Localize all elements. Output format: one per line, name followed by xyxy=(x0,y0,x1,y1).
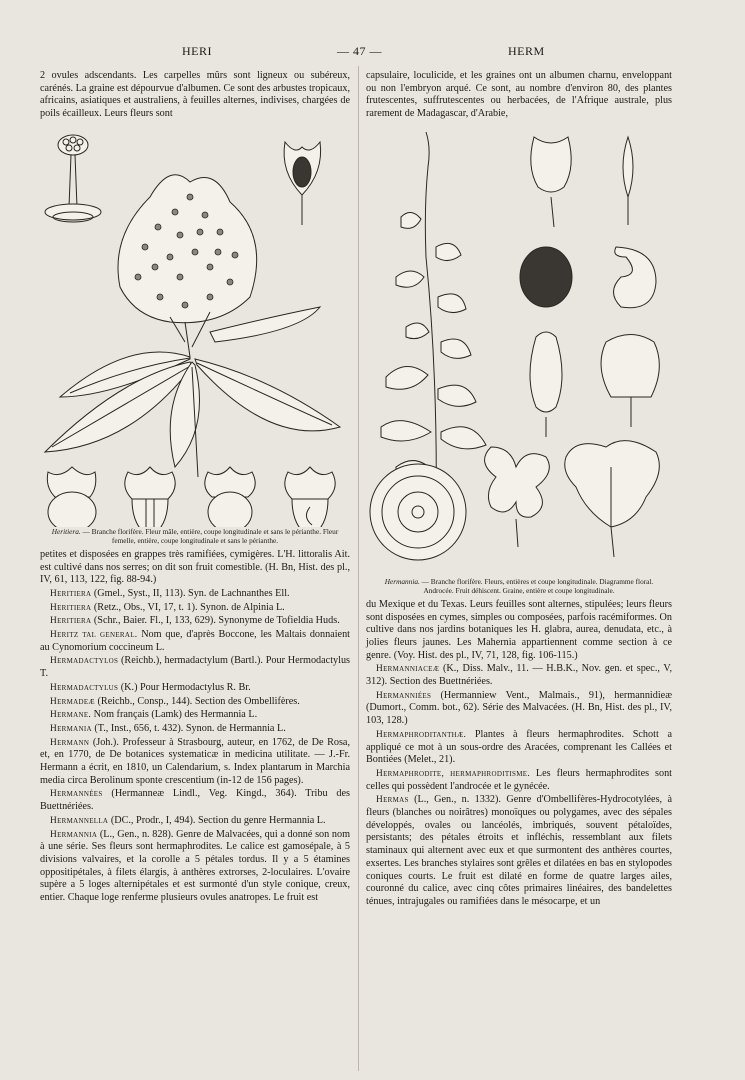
hermannia-illustration xyxy=(366,127,672,577)
male-flower-drawing xyxy=(45,135,101,222)
entry-text: (Schr., Baier. Fl., I, 133, 629). Synonyme de Tofieldia Huds. xyxy=(93,615,340,627)
entry-headword: Hermas xyxy=(376,795,409,806)
right-intro-text: capsulaire, loculicide, et les graines ont un albumen charnu, enveloppant ou non l'embryon arqué. Ce sont, au nombre d'environ 80, des plantes frutescentes, suffrutescentes ou herbacées, de l'Afrique australe, plus rarement de Madagascar, d'Arabie, xyxy=(366,70,672,120)
entry-headword: Hermanniaceæ xyxy=(376,664,440,675)
entry-text: (DC., Prodr., I, 494). Section du genre Hermannia L. xyxy=(110,814,326,826)
heritiera-caption xyxy=(40,527,350,545)
flower-details-grid xyxy=(520,137,659,437)
dictionary-entry xyxy=(40,815,350,828)
dictionary-entry xyxy=(40,629,350,654)
dictionary-entry xyxy=(40,788,350,813)
left-continuation-text: petites et disposées en grappes très ramifiées, cymigères. L'H. littoralis Ait. est cultivé dans nos serres; on dit son fruit comestible. (H. Bn, Hist. des pl., IV, 61, 113, 122, fig. 88-94.) xyxy=(40,548,350,586)
right-entries-list xyxy=(366,663,672,908)
entry-text: (L., Gen., n. 1332). Genre d'Ombellifères-Hydrocotylées, à fleurs (blanches ou noirâtres) monoïques ou polygames, avec des sépales développés, ovales ou lancéolés, imbriqués, souvent pétaloïdes, persistants; des pétales étroits et infléchis, ressemblant aux filets staminaux qui alternent avec eux et que surmontent des anthères courtes, exsertes. Les branches stylaires sont grêles et dilatées en bas en stylopodes coniques courts. Le fruit est dilaté en forme de quatre larges ailes, couronné du calice, avec cinq côtes primaires linéaires, des bandelettes ténues, intrajugales ou ramifiées dans le mésocarpe, et un xyxy=(366,794,672,907)
entry-headword: Hermannella xyxy=(50,815,109,826)
dictionary-entry xyxy=(366,768,672,793)
entry-text: Nom que, d'après Boccone, les Maltais donnaient au Cynomorium coccineum L. xyxy=(40,629,350,653)
entry-headword: Hermadeæ xyxy=(50,696,95,707)
entry-text: (Joh.). Professeur à Strasbourg, auteur, en 1762, de De Rosa, et, en 1770, de De botanices systematicæ in medicina utilitate. — J.-Fr. Hermann a écrit, en 1810, un Calendarium, s. Index plantarum in Marchia media circa Berolinum sponte crescentium (in-12 de 156 pages). xyxy=(40,736,351,786)
dictionary-entry xyxy=(366,663,672,688)
entry-text: (T., Inst., 656, t. 432). Synon. de Hermannia L. xyxy=(94,722,286,734)
entry-headword: Heritiera xyxy=(50,616,92,627)
entry-text: Les fleurs hermaphrodites sont celles qui possèdent l'androcée et le gynécée. xyxy=(366,767,672,792)
dictionary-entry xyxy=(40,696,350,709)
entry-text: (Gmel., Syst., II, 113). Syn. de Lachnanthes Ell. xyxy=(93,587,290,599)
heritiera-figure xyxy=(40,127,350,545)
entry-text: (Hermanneæ Lindl., Veg. Kingd., 364). Tribu des Buettnériées. xyxy=(40,788,351,813)
entry-headword: Heritz tal general. xyxy=(50,630,138,641)
floral-diagram-row xyxy=(370,440,659,559)
dictionary-entry xyxy=(40,682,350,695)
hermannia-figure xyxy=(366,127,672,595)
dictionary-entry xyxy=(40,655,350,680)
entry-text: (Reichb.), hermadactylum (Bartl.). Pour Hermodactylus T. xyxy=(40,655,351,680)
entry-text: Plantes à fleurs hermaphrodites. Schott a appliqué ce mot à un sous-ordre des Aracées, comprenant les Callées et Bontiées (Melet., 21). xyxy=(366,728,672,766)
flower-details-row xyxy=(47,467,335,527)
running-head-left: HERI xyxy=(182,44,212,58)
running-head-right: HERM xyxy=(508,44,545,58)
entry-text: Nom français (Lamk) des Hermannia L. xyxy=(93,709,258,721)
entry-headword: Heritiera xyxy=(50,588,92,599)
dictionary-entry xyxy=(366,690,672,728)
entry-headword: Hermannées xyxy=(50,789,103,800)
flowering-branch-drawing xyxy=(381,132,486,517)
dictionary-entry xyxy=(40,737,350,788)
dictionary-entry xyxy=(40,615,350,628)
hermannia-caption-text: — Branche florifère. Fleurs, entières et coupe longitudinale. Diagramme floral. Androcée. Fruit déhiscent. Graine, entière et coupe longitudinale. xyxy=(421,576,654,595)
entry-headword: Hermadactylus xyxy=(50,682,119,693)
entry-headword: Hermania xyxy=(50,723,92,734)
dictionary-entry xyxy=(366,729,672,767)
entry-text: (Retz., Obs., VI, 17, t. 1). Synon. de Alpinia L. xyxy=(93,601,285,613)
right-continuation-text: du Mexique et du Texas. Leurs feuilles sont alternes, stipulées; leurs fleurs sont disposées en cymes, simples ou composées, parfois racémiformes. On cultive dans nos jardins botaniques les H. glabra, aurea, denudata, etc., à jolies fleurs jaunes. Les Mahernia appartiennent comme section à ce genre. (Voy. Hist. des pl., IV, 71, 128, fig. 106-115.) xyxy=(366,598,672,661)
heritiera-caption-text: — Branche florifère. Fleur mâle, entière, coupe longitudinale et sans le périanthe. Fleur femelle, entière, coupe longitudinale et sans le périanthe. xyxy=(82,526,339,545)
entry-headword: Hermaphroditanthæ. xyxy=(376,729,467,740)
column-divider xyxy=(358,66,359,1071)
left-intro-text: 2 ovules adscendants. Les carpelles mûrs sont ligneux ou subéreux, carénés. La graine est dépourvue d'albumen. Ce sont des arbustes tropicaux, africains, asiatiques et australiens, à feuilles alternes, indivises, chargées de poils écailleux. Leurs fleurs sont xyxy=(40,70,350,120)
dictionary-entry xyxy=(40,709,350,722)
entry-headword: Hermadactylos xyxy=(50,656,119,667)
entry-headword: Hermaphrodite, hermaphroditisme. xyxy=(376,768,530,779)
dictionary-entry xyxy=(40,829,350,905)
entry-headword: Heritiera xyxy=(50,602,92,613)
entry-headword: Hermane. xyxy=(50,710,92,721)
heritiera-illustration xyxy=(40,127,350,527)
hermannia-caption-title: Hermannia. xyxy=(384,576,420,586)
entry-text: (K.) Pour Hermodactylus R. Br. xyxy=(120,681,251,693)
dictionary-entry xyxy=(40,588,350,601)
dictionary-entry xyxy=(40,602,350,615)
page-header xyxy=(0,44,745,62)
entry-headword: Hermann xyxy=(50,737,90,748)
dictionary-entry xyxy=(40,723,350,736)
heritiera-caption-title: Heritiera. xyxy=(51,526,81,536)
left-entries-list xyxy=(40,588,350,905)
right-column xyxy=(366,70,672,910)
entry-text: (L., Gen., n. 828). Genre de Malvacées, qui a donné son nom à une série. Ses fleurs sont hermaphrodites. Le calice est gamosépale, à 5 divisions valvaires, et la corolle a 5 pétales tordus. Il y a 5 étamines oppositipétales, à filets élargis, à anthères extrorses, 2-loculaires. L'ovaire supère a 5 loges alternipétales et est surmonté d'un style conique, creux, entier. Chaque loge renferme plusieurs ovules anatropes. Le fruit est xyxy=(40,828,350,904)
entry-headword: Hermannia xyxy=(50,829,98,840)
entry-text: (K., Diss. Malv., 11. — H.B.K., Nov. gen. et spec., V, 312). Section des Buettnériées. xyxy=(366,663,673,688)
page-number: — 47 — xyxy=(337,44,382,58)
leaves-drawing xyxy=(45,307,340,477)
dictionary-entry xyxy=(366,794,672,908)
hermannia-caption xyxy=(366,577,672,595)
entry-text: (Hermanniew Vent., Malmais., 91), hermannidieæ (Dumort., Comm. bot., 62). Série des Malvacées. (H. Bn, Hist. des pl., IV, 103, 128.) xyxy=(366,689,672,727)
female-flower-drawing xyxy=(284,142,321,225)
entry-headword: Hermanniées xyxy=(376,690,432,701)
left-column xyxy=(40,70,350,906)
entry-text: (Reichb., Consp., 144). Section des Ombellifères. xyxy=(97,695,300,707)
